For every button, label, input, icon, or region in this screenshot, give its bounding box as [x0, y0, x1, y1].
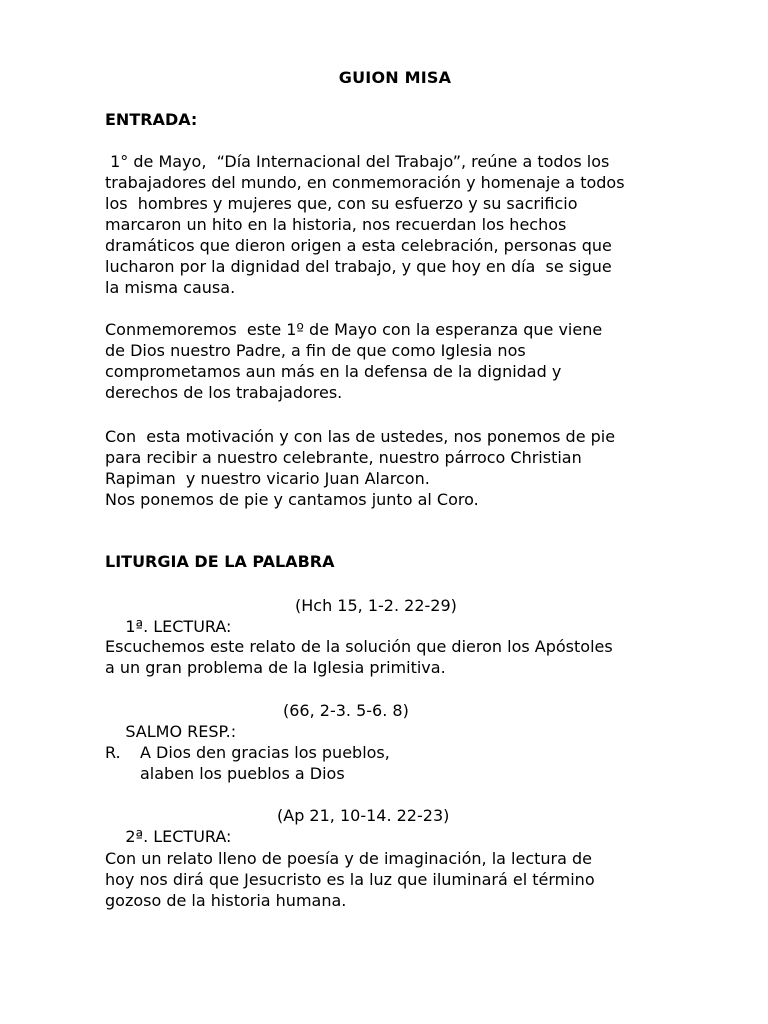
response-text: A Dios den gracias los pueblos, alaben los pueblos a Dios	[140, 743, 390, 783]
entrada-paragraph-2: Conmemoremos este 1º de Mayo con la esperanza que viene de Dios nuestro Padre, a fin de que como Iglesia nos comprometamos aun más en la defensa de la dignidad y derechos de los trabajadores.	[105, 320, 603, 402]
entrada-heading: ENTRADA:	[105, 110, 198, 129]
response-marker: R.	[105, 743, 121, 762]
salmo-response	[105, 742, 505, 786]
lectura-2-label: 2ª. LECTURA:	[125, 827, 232, 846]
lectura-2-intro: Con un relato lleno de poesía y de imaginación, la lectura de hoy nos dirá que Jesucristo es la luz que iluminará el término gozoso de la historia humana.	[105, 849, 595, 910]
entrada-paragraph-3: Con esta motivación y con las de ustedes, nos ponemos de pie para recibir a nuestro celebrante, nuestro párroco Christian Rapiman y nuestro vicario Juan Alarcon. Nos ponemos de pie y cantamos junto al Coro.	[105, 427, 616, 509]
liturgia-heading: LITURGIA DE LA PALABRA	[105, 552, 335, 571]
salmo-label: SALMO RESP.:	[125, 722, 237, 741]
lectura-1-citation: (Hch 15, 1-2. 22-29)	[295, 596, 457, 615]
lectura-1-label: 1ª. LECTURA:	[125, 617, 232, 636]
document-title: GUION MISA	[338, 68, 452, 87]
entrada-paragraph-1: 1° de Mayo, “Día Internacional del Trabajo”, reúne a todos los trabajadores del mundo, en conmemoración y homenaje a todos los hombres y mujeres que, con su esfuerzo y su sacrificio marcaron un hito en la historia, nos recuerdan los hechos dramáticos que dieron origen a esta celebración, personas que lucharon por la dignidad del trabajo, y que hoy en día se sigue la misma causa.	[105, 152, 625, 297]
lectura-1-intro: Escuchemos este relato de la solución que dieron los Apóstoles a un gran problema de la Iglesia primitiva.	[105, 637, 613, 677]
salmo-citation: (66, 2-3. 5-6. 8)	[283, 701, 409, 720]
lectura-2-citation: (Ap 21, 10-14. 22-23)	[277, 806, 450, 825]
